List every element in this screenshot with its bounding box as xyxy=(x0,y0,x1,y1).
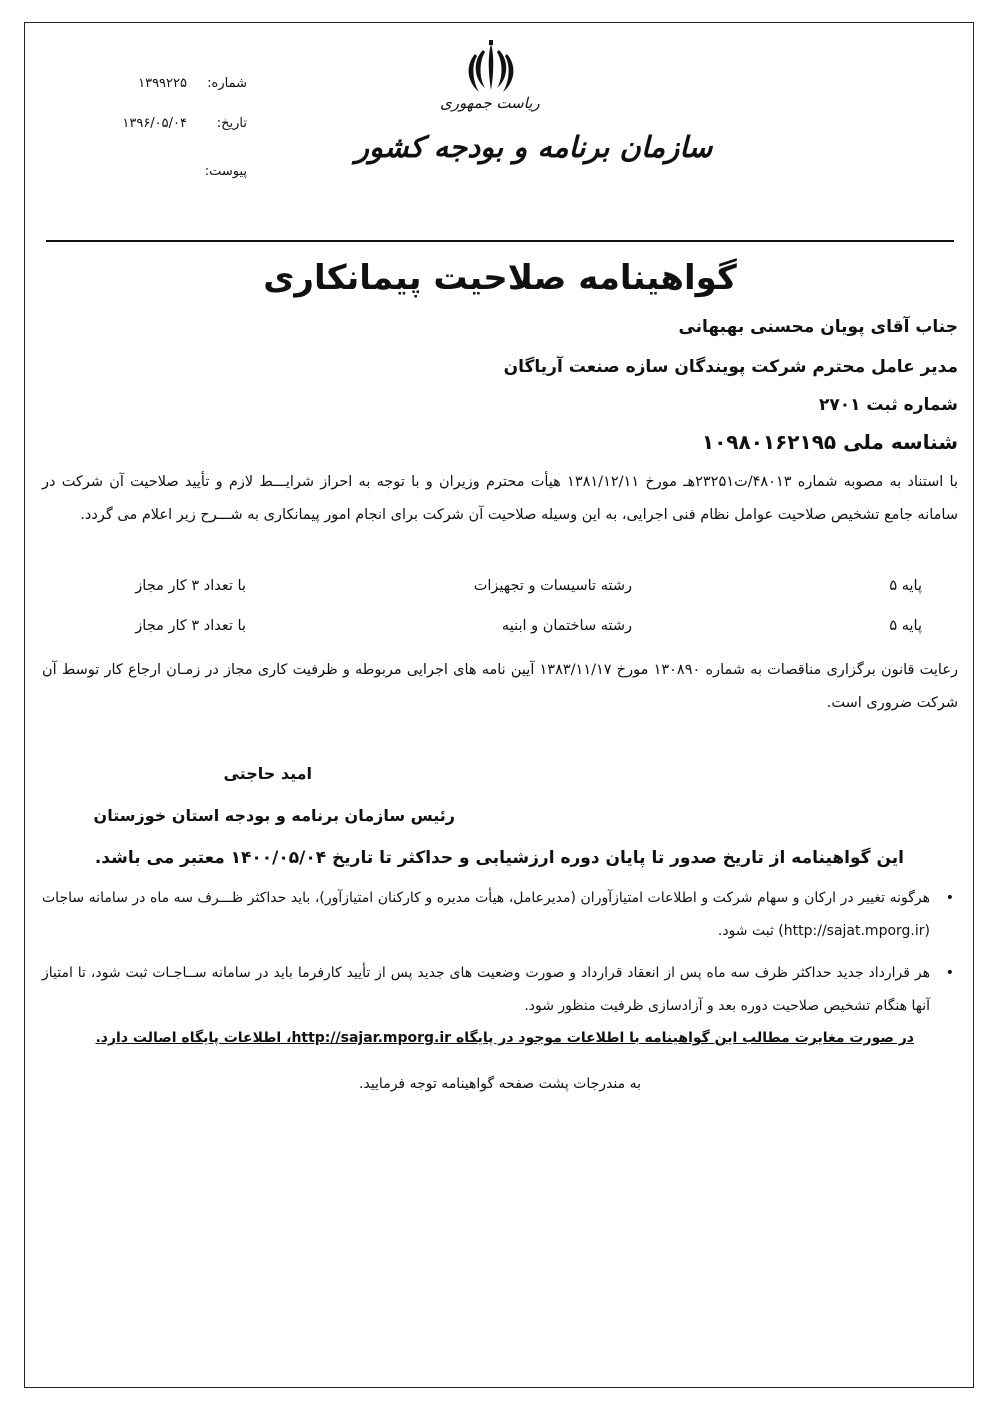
bullet-icon: • xyxy=(945,965,954,981)
validity-statement: این گواهینامه از تاریخ صدور تا پایان دوره ارزشیابی و حداکثر تا تاریخ ۱۴۰۰/۰۵/۰۴ معتبر می باشد. xyxy=(94,848,904,868)
certificate-title: گواهینامه صلاحیت پیمانکاری xyxy=(263,258,737,298)
grade-level: پایه ۵ xyxy=(889,578,922,594)
grade-level: پایه ۵ xyxy=(889,618,922,634)
grade-row xyxy=(42,618,958,646)
letter-date-value: ۱۳۹۶/۰۵/۰۴ xyxy=(122,116,187,131)
authenticity-notice: در صورت مغایرت مطالب این گواهینامه با اطلاعات موجود در پایگاه http://sajar.mporg.ir، اطلاعات پایگاه اصالت دارد. xyxy=(95,1030,914,1046)
letter-attachment-label: پیوست: xyxy=(204,164,247,179)
letter-attachment xyxy=(195,164,247,179)
organization-name: سازمان برنامه و بودجه کشور xyxy=(355,130,713,164)
grade-row xyxy=(42,578,958,606)
signer-name: امید حاجتی xyxy=(223,764,312,783)
back-page-note: به مندرجات پشت صفحه گواهینامه توجه فرمایید. xyxy=(359,1076,641,1092)
grade-field: رشته تاسیسات و تجهیزات xyxy=(473,578,632,594)
presidency-label: ریاست جمهوری xyxy=(440,94,540,112)
letter-date-label: تاریخ: xyxy=(216,116,247,131)
intro-paragraph: با استناد به مصوبه شماره ۴۸۰۱۳/ت۲۳۲۵۱هـ مورخ ۱۳۸۱/۱۲/۱۱ هیأت محترم وزیران و با توجه به احراز شرایـــط لازم و تأیید صلاحیت آن شرکت در سامانه جامع تشخیص صلاحیت عوامل نظام فنی اجرایی، به این وسیله صلاحیت آن شرکت برای انجام امور پیمانکاری به شـــرح زیر اعلام می گردد. xyxy=(42,474,958,523)
header-divider xyxy=(46,240,954,242)
recipient-position: مدیر عامل محترم شرکت پویندگان سازه صنعت آریاگان xyxy=(503,357,958,377)
national-id: شناسه ملی ۱۰۹۸۰۱۶۲۱۹۵ xyxy=(701,430,958,454)
signer-title: رئیس سازمان برنامه و بودجه استان خوزستان xyxy=(93,806,455,825)
compliance-paragraph: رعایت قانون برگزاری مناقصات به شماره ۱۳۰۸۹۰ مورخ ۱۳۸۳/۱۱/۱۷ آیین نامه های اجرایی مربوطه و ظرفیت کاری مجاز در زمـان ارجاع کار توسط آن شرکت ضروری است. xyxy=(42,662,958,711)
bullet-text: هر قرارداد جدید حداکثر ظرف سه ماه پس از انعقاد قرارداد و صورت وضعیت های جدید پس از تأیید کارفرما باید در سامانه ســاجـات ثبت شود، تا امتیاز آنها هنگام تشخیص صلاحیت دوره بعد و آزادسازی ظرفیت منظور شود. xyxy=(42,965,930,1014)
letter-date xyxy=(122,116,247,131)
bullet-icon: • xyxy=(945,890,954,906)
bullet-text: هرگونه تغییر در ارکان و سهام شرکت و اطلاعات امتیازآوران (مدیرعامل، هیأت مدیره و کارکنان امتیازآور)، باید حداکثر ظـــرف سه ماه در سامانه ساجات (http://sajat.mporg.ir) ثبت شود. xyxy=(42,890,930,939)
iran-emblem-icon xyxy=(461,38,521,98)
recipient-name: جناب آقای پویان محسنی بهبهانی xyxy=(678,317,958,337)
grade-work-count: با تعداد ۳ کار مجاز xyxy=(135,578,246,594)
registration-number: شماره ثبت ۲۷۰۱ xyxy=(819,395,958,415)
grade-work-count: با تعداد ۳ کار مجاز xyxy=(135,618,246,634)
letter-number-label: شماره: xyxy=(207,76,247,91)
grade-field: رشته ساختمان و ابنیه xyxy=(501,618,632,634)
list-item xyxy=(42,882,958,948)
list-item xyxy=(42,957,958,1023)
letter-number-value: ۱۳۹۹۲۲۵ xyxy=(138,76,187,91)
letter-number xyxy=(138,76,247,91)
